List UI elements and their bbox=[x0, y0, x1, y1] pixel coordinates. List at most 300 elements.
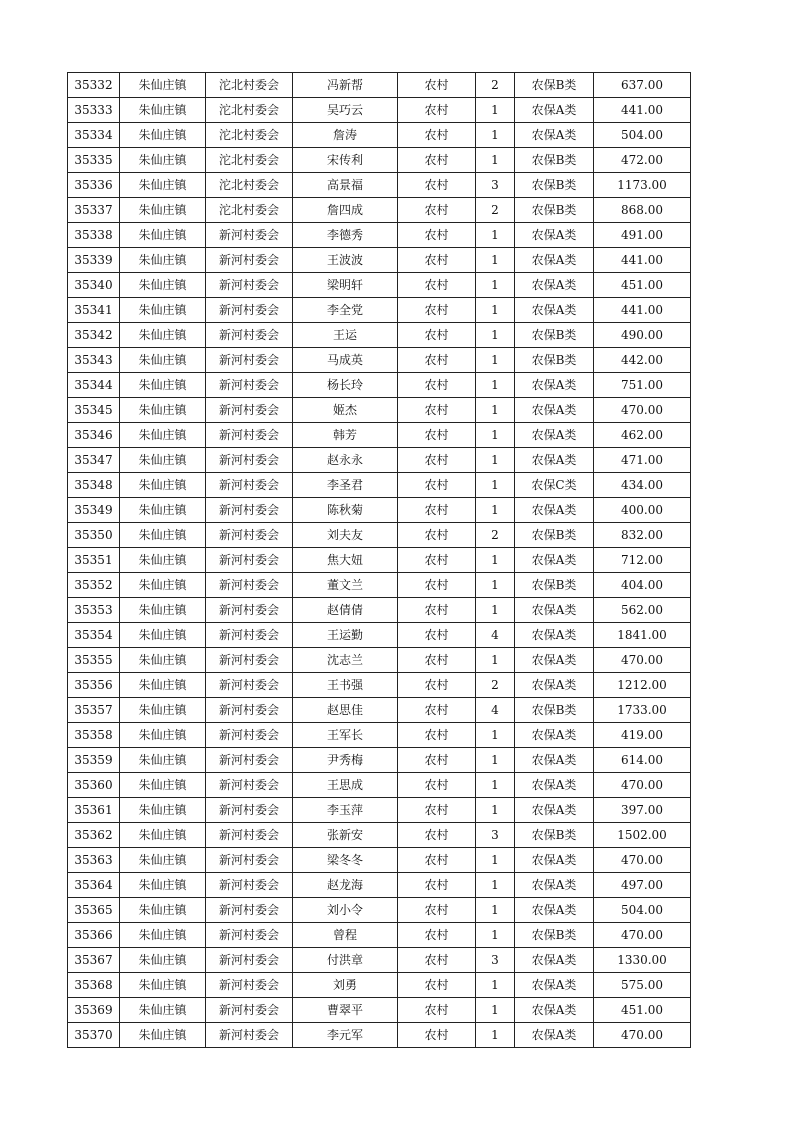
person-name-cell: 李德秀 bbox=[293, 223, 398, 248]
record-id-cell: 35352 bbox=[68, 573, 120, 598]
table-row bbox=[68, 873, 691, 898]
village-committee-cell: 新河村委会 bbox=[206, 948, 293, 973]
amount-cell: 470.00 bbox=[594, 398, 691, 423]
insurance-category-cell: 农保A类 bbox=[515, 848, 594, 873]
town-cell: 朱仙庄镇 bbox=[120, 873, 206, 898]
insurance-category-cell: 农保B类 bbox=[515, 198, 594, 223]
village-committee-cell: 新河村委会 bbox=[206, 348, 293, 373]
person-name-cell: 马成英 bbox=[293, 348, 398, 373]
area-type-cell: 农村 bbox=[398, 298, 476, 323]
insurance-category-cell: 农保A类 bbox=[515, 948, 594, 973]
table-row bbox=[68, 923, 691, 948]
record-id-cell: 35369 bbox=[68, 998, 120, 1023]
town-cell: 朱仙庄镇 bbox=[120, 448, 206, 473]
town-cell: 朱仙庄镇 bbox=[120, 648, 206, 673]
area-type-cell: 农村 bbox=[398, 348, 476, 373]
person-name-cell: 詹四成 bbox=[293, 198, 398, 223]
table-row bbox=[68, 573, 691, 598]
table-row bbox=[68, 973, 691, 998]
insurance-category-cell: 农保A类 bbox=[515, 1023, 594, 1048]
person-name-cell: 张新安 bbox=[293, 823, 398, 848]
area-type-cell: 农村 bbox=[398, 798, 476, 823]
table-row bbox=[68, 548, 691, 573]
insurance-category-cell: 农保B类 bbox=[515, 148, 594, 173]
record-id-cell: 35362 bbox=[68, 823, 120, 848]
area-type-cell: 农村 bbox=[398, 723, 476, 748]
village-committee-cell: 新河村委会 bbox=[206, 698, 293, 723]
insurance-category-cell: 农保B类 bbox=[515, 823, 594, 848]
area-type-cell: 农村 bbox=[398, 773, 476, 798]
insurance-category-cell: 农保A类 bbox=[515, 998, 594, 1023]
person-name-cell: 王书强 bbox=[293, 673, 398, 698]
area-type-cell: 农村 bbox=[398, 648, 476, 673]
town-cell: 朱仙庄镇 bbox=[120, 148, 206, 173]
table-row bbox=[68, 348, 691, 373]
area-type-cell: 农村 bbox=[398, 873, 476, 898]
household-count-cell: 4 bbox=[476, 698, 515, 723]
person-name-cell: 梁明轩 bbox=[293, 273, 398, 298]
record-id-cell: 35361 bbox=[68, 798, 120, 823]
table-row bbox=[68, 498, 691, 523]
town-cell: 朱仙庄镇 bbox=[120, 548, 206, 573]
household-count-cell: 1 bbox=[476, 348, 515, 373]
person-name-cell: 付洪章 bbox=[293, 948, 398, 973]
record-id-cell: 35364 bbox=[68, 873, 120, 898]
household-count-cell: 1 bbox=[476, 898, 515, 923]
area-type-cell: 农村 bbox=[398, 1023, 476, 1048]
household-count-cell: 1 bbox=[476, 723, 515, 748]
town-cell: 朱仙庄镇 bbox=[120, 523, 206, 548]
record-id-cell: 35355 bbox=[68, 648, 120, 673]
amount-cell: 491.00 bbox=[594, 223, 691, 248]
town-cell: 朱仙庄镇 bbox=[120, 773, 206, 798]
area-type-cell: 农村 bbox=[398, 973, 476, 998]
town-cell: 朱仙庄镇 bbox=[120, 848, 206, 873]
amount-cell: 868.00 bbox=[594, 198, 691, 223]
household-count-cell: 3 bbox=[476, 823, 515, 848]
insurance-category-cell: 农保A类 bbox=[515, 373, 594, 398]
amount-cell: 575.00 bbox=[594, 973, 691, 998]
area-type-cell: 农村 bbox=[398, 223, 476, 248]
village-committee-cell: 新河村委会 bbox=[206, 798, 293, 823]
record-id-cell: 35365 bbox=[68, 898, 120, 923]
record-id-cell: 35359 bbox=[68, 748, 120, 773]
person-name-cell: 赵思佳 bbox=[293, 698, 398, 723]
household-count-cell: 1 bbox=[476, 873, 515, 898]
insurance-category-cell: 农保A类 bbox=[515, 123, 594, 148]
insurance-category-cell: 农保B类 bbox=[515, 73, 594, 98]
household-count-cell: 2 bbox=[476, 523, 515, 548]
record-id-cell: 35349 bbox=[68, 498, 120, 523]
village-committee-cell: 新河村委会 bbox=[206, 823, 293, 848]
insurance-category-cell: 农保C类 bbox=[515, 473, 594, 498]
record-id-cell: 35350 bbox=[68, 523, 120, 548]
town-cell: 朱仙庄镇 bbox=[120, 223, 206, 248]
table-row bbox=[68, 698, 691, 723]
table-row bbox=[68, 848, 691, 873]
person-name-cell: 董文兰 bbox=[293, 573, 398, 598]
person-name-cell: 姬杰 bbox=[293, 398, 398, 423]
insurance-category-cell: 农保A类 bbox=[515, 723, 594, 748]
amount-cell: 1733.00 bbox=[594, 698, 691, 723]
person-name-cell: 詹涛 bbox=[293, 123, 398, 148]
record-id-cell: 35340 bbox=[68, 273, 120, 298]
amount-cell: 470.00 bbox=[594, 923, 691, 948]
village-committee-cell: 新河村委会 bbox=[206, 273, 293, 298]
insurance-category-cell: 农保B类 bbox=[515, 698, 594, 723]
table-row bbox=[68, 323, 691, 348]
household-count-cell: 1 bbox=[476, 423, 515, 448]
amount-cell: 471.00 bbox=[594, 448, 691, 473]
town-cell: 朱仙庄镇 bbox=[120, 98, 206, 123]
person-name-cell: 赵永永 bbox=[293, 448, 398, 473]
household-count-cell: 1 bbox=[476, 973, 515, 998]
area-type-cell: 农村 bbox=[398, 848, 476, 873]
village-committee-cell: 沱北村委会 bbox=[206, 148, 293, 173]
table-row bbox=[68, 248, 691, 273]
record-id-cell: 35337 bbox=[68, 198, 120, 223]
insurance-category-cell: 农保A类 bbox=[515, 673, 594, 698]
record-id-cell: 35347 bbox=[68, 448, 120, 473]
amount-cell: 451.00 bbox=[594, 273, 691, 298]
household-count-cell: 1 bbox=[476, 498, 515, 523]
village-committee-cell: 沱北村委会 bbox=[206, 98, 293, 123]
person-name-cell: 王军长 bbox=[293, 723, 398, 748]
household-count-cell: 1 bbox=[476, 148, 515, 173]
insurance-category-cell: 农保B类 bbox=[515, 923, 594, 948]
household-count-cell: 1 bbox=[476, 223, 515, 248]
insurance-category-cell: 农保A类 bbox=[515, 248, 594, 273]
area-type-cell: 农村 bbox=[398, 673, 476, 698]
person-name-cell: 王运勤 bbox=[293, 623, 398, 648]
village-committee-cell: 沱北村委会 bbox=[206, 173, 293, 198]
record-id-cell: 35346 bbox=[68, 423, 120, 448]
record-id-cell: 35363 bbox=[68, 848, 120, 873]
household-count-cell: 1 bbox=[476, 773, 515, 798]
village-committee-cell: 新河村委会 bbox=[206, 423, 293, 448]
record-id-cell: 35345 bbox=[68, 398, 120, 423]
area-type-cell: 农村 bbox=[398, 248, 476, 273]
area-type-cell: 农村 bbox=[398, 748, 476, 773]
amount-cell: 614.00 bbox=[594, 748, 691, 773]
table-row bbox=[68, 123, 691, 148]
table-row bbox=[68, 198, 691, 223]
household-count-cell: 2 bbox=[476, 73, 515, 98]
record-id-cell: 35336 bbox=[68, 173, 120, 198]
village-committee-cell: 新河村委会 bbox=[206, 373, 293, 398]
town-cell: 朱仙庄镇 bbox=[120, 398, 206, 423]
amount-cell: 442.00 bbox=[594, 348, 691, 373]
insurance-category-cell: 农保A类 bbox=[515, 498, 594, 523]
village-committee-cell: 沱北村委会 bbox=[206, 123, 293, 148]
record-id-cell: 35356 bbox=[68, 673, 120, 698]
amount-cell: 1841.00 bbox=[594, 623, 691, 648]
area-type-cell: 农村 bbox=[398, 148, 476, 173]
area-type-cell: 农村 bbox=[398, 523, 476, 548]
insurance-category-cell: 农保A类 bbox=[515, 898, 594, 923]
person-name-cell: 李元军 bbox=[293, 1023, 398, 1048]
village-committee-cell: 新河村委会 bbox=[206, 598, 293, 623]
area-type-cell: 农村 bbox=[398, 398, 476, 423]
record-id-cell: 35334 bbox=[68, 123, 120, 148]
town-cell: 朱仙庄镇 bbox=[120, 623, 206, 648]
town-cell: 朱仙庄镇 bbox=[120, 673, 206, 698]
amount-cell: 712.00 bbox=[594, 548, 691, 573]
area-type-cell: 农村 bbox=[398, 173, 476, 198]
household-count-cell: 1 bbox=[476, 248, 515, 273]
amount-cell: 470.00 bbox=[594, 773, 691, 798]
town-cell: 朱仙庄镇 bbox=[120, 73, 206, 98]
table-row bbox=[68, 1023, 691, 1048]
person-name-cell: 宋传利 bbox=[293, 148, 398, 173]
area-type-cell: 农村 bbox=[398, 323, 476, 348]
person-name-cell: 尹秀梅 bbox=[293, 748, 398, 773]
area-type-cell: 农村 bbox=[398, 123, 476, 148]
household-count-cell: 1 bbox=[476, 648, 515, 673]
village-committee-cell: 新河村委会 bbox=[206, 498, 293, 523]
records-table-body bbox=[68, 73, 691, 1048]
record-id-cell: 35358 bbox=[68, 723, 120, 748]
record-id-cell: 35360 bbox=[68, 773, 120, 798]
amount-cell: 419.00 bbox=[594, 723, 691, 748]
amount-cell: 470.00 bbox=[594, 848, 691, 873]
amount-cell: 451.00 bbox=[594, 998, 691, 1023]
person-name-cell: 李玉萍 bbox=[293, 798, 398, 823]
household-count-cell: 1 bbox=[476, 548, 515, 573]
person-name-cell: 吴巧云 bbox=[293, 98, 398, 123]
amount-cell: 400.00 bbox=[594, 498, 691, 523]
amount-cell: 832.00 bbox=[594, 523, 691, 548]
insurance-category-cell: 农保A类 bbox=[515, 398, 594, 423]
amount-cell: 434.00 bbox=[594, 473, 691, 498]
household-count-cell: 1 bbox=[476, 273, 515, 298]
village-committee-cell: 新河村委会 bbox=[206, 923, 293, 948]
insurance-category-cell: 农保A类 bbox=[515, 423, 594, 448]
village-committee-cell: 新河村委会 bbox=[206, 873, 293, 898]
person-name-cell: 梁冬冬 bbox=[293, 848, 398, 873]
amount-cell: 441.00 bbox=[594, 248, 691, 273]
household-count-cell: 1 bbox=[476, 123, 515, 148]
table-row bbox=[68, 398, 691, 423]
insurance-category-cell: 农保A类 bbox=[515, 773, 594, 798]
town-cell: 朱仙庄镇 bbox=[120, 748, 206, 773]
household-count-cell: 3 bbox=[476, 173, 515, 198]
insurance-category-cell: 农保A类 bbox=[515, 448, 594, 473]
amount-cell: 1502.00 bbox=[594, 823, 691, 848]
village-committee-cell: 沱北村委会 bbox=[206, 73, 293, 98]
amount-cell: 504.00 bbox=[594, 898, 691, 923]
area-type-cell: 农村 bbox=[398, 948, 476, 973]
town-cell: 朱仙庄镇 bbox=[120, 423, 206, 448]
table-row bbox=[68, 673, 691, 698]
amount-cell: 397.00 bbox=[594, 798, 691, 823]
person-name-cell: 王思成 bbox=[293, 773, 398, 798]
amount-cell: 751.00 bbox=[594, 373, 691, 398]
household-count-cell: 1 bbox=[476, 323, 515, 348]
household-count-cell: 2 bbox=[476, 198, 515, 223]
table-row bbox=[68, 298, 691, 323]
town-cell: 朱仙庄镇 bbox=[120, 823, 206, 848]
village-committee-cell: 新河村委会 bbox=[206, 723, 293, 748]
area-type-cell: 农村 bbox=[398, 473, 476, 498]
record-id-cell: 35339 bbox=[68, 248, 120, 273]
insurance-category-cell: 农保A类 bbox=[515, 873, 594, 898]
town-cell: 朱仙庄镇 bbox=[120, 973, 206, 998]
village-committee-cell: 新河村委会 bbox=[206, 448, 293, 473]
amount-cell: 637.00 bbox=[594, 73, 691, 98]
person-name-cell: 刘勇 bbox=[293, 973, 398, 998]
table-row bbox=[68, 98, 691, 123]
village-committee-cell: 新河村委会 bbox=[206, 398, 293, 423]
person-name-cell: 王运 bbox=[293, 323, 398, 348]
village-committee-cell: 新河村委会 bbox=[206, 898, 293, 923]
village-committee-cell: 新河村委会 bbox=[206, 623, 293, 648]
table-row bbox=[68, 823, 691, 848]
person-name-cell: 李全党 bbox=[293, 298, 398, 323]
amount-cell: 470.00 bbox=[594, 1023, 691, 1048]
record-id-cell: 35354 bbox=[68, 623, 120, 648]
village-committee-cell: 新河村委会 bbox=[206, 973, 293, 998]
town-cell: 朱仙庄镇 bbox=[120, 598, 206, 623]
area-type-cell: 农村 bbox=[398, 698, 476, 723]
record-id-cell: 35357 bbox=[68, 698, 120, 723]
record-id-cell: 35342 bbox=[68, 323, 120, 348]
household-count-cell: 1 bbox=[476, 923, 515, 948]
table-row bbox=[68, 223, 691, 248]
town-cell: 朱仙庄镇 bbox=[120, 923, 206, 948]
household-count-cell: 2 bbox=[476, 673, 515, 698]
amount-cell: 441.00 bbox=[594, 298, 691, 323]
table-row bbox=[68, 948, 691, 973]
table-row bbox=[68, 448, 691, 473]
table-row bbox=[68, 648, 691, 673]
record-id-cell: 35338 bbox=[68, 223, 120, 248]
insurance-category-cell: 农保B类 bbox=[515, 348, 594, 373]
table-row bbox=[68, 748, 691, 773]
person-name-cell: 沈志兰 bbox=[293, 648, 398, 673]
insurance-category-cell: 农保A类 bbox=[515, 798, 594, 823]
insurance-category-cell: 农保A类 bbox=[515, 973, 594, 998]
area-type-cell: 农村 bbox=[398, 198, 476, 223]
amount-cell: 1330.00 bbox=[594, 948, 691, 973]
town-cell: 朱仙庄镇 bbox=[120, 998, 206, 1023]
amount-cell: 497.00 bbox=[594, 873, 691, 898]
area-type-cell: 农村 bbox=[398, 923, 476, 948]
record-id-cell: 35332 bbox=[68, 73, 120, 98]
area-type-cell: 农村 bbox=[398, 573, 476, 598]
amount-cell: 1173.00 bbox=[594, 173, 691, 198]
insurance-category-cell: 农保B类 bbox=[515, 173, 594, 198]
person-name-cell: 焦大妞 bbox=[293, 548, 398, 573]
insurance-category-cell: 农保A类 bbox=[515, 748, 594, 773]
household-count-cell: 1 bbox=[476, 1023, 515, 1048]
town-cell: 朱仙庄镇 bbox=[120, 573, 206, 598]
village-committee-cell: 新河村委会 bbox=[206, 523, 293, 548]
village-committee-cell: 新河村委会 bbox=[206, 773, 293, 798]
town-cell: 朱仙庄镇 bbox=[120, 273, 206, 298]
town-cell: 朱仙庄镇 bbox=[120, 198, 206, 223]
town-cell: 朱仙庄镇 bbox=[120, 248, 206, 273]
town-cell: 朱仙庄镇 bbox=[120, 948, 206, 973]
person-name-cell: 刘夫友 bbox=[293, 523, 398, 548]
table-row bbox=[68, 173, 691, 198]
town-cell: 朱仙庄镇 bbox=[120, 898, 206, 923]
insurance-category-cell: 农保A类 bbox=[515, 598, 594, 623]
amount-cell: 504.00 bbox=[594, 123, 691, 148]
table-row bbox=[68, 423, 691, 448]
household-count-cell: 3 bbox=[476, 948, 515, 973]
amount-cell: 472.00 bbox=[594, 148, 691, 173]
person-name-cell: 韩芳 bbox=[293, 423, 398, 448]
insurance-category-cell: 农保B类 bbox=[515, 323, 594, 348]
person-name-cell: 李圣君 bbox=[293, 473, 398, 498]
area-type-cell: 农村 bbox=[398, 598, 476, 623]
insurance-category-cell: 农保A类 bbox=[515, 548, 594, 573]
person-name-cell: 高景福 bbox=[293, 173, 398, 198]
table-row bbox=[68, 373, 691, 398]
table-row bbox=[68, 798, 691, 823]
table-row bbox=[68, 73, 691, 98]
town-cell: 朱仙庄镇 bbox=[120, 698, 206, 723]
village-committee-cell: 新河村委会 bbox=[206, 323, 293, 348]
person-name-cell: 刘小令 bbox=[293, 898, 398, 923]
insurance-category-cell: 农保B类 bbox=[515, 523, 594, 548]
town-cell: 朱仙庄镇 bbox=[120, 323, 206, 348]
amount-cell: 441.00 bbox=[594, 98, 691, 123]
record-id-cell: 35344 bbox=[68, 373, 120, 398]
table-row bbox=[68, 473, 691, 498]
person-name-cell: 冯新帮 bbox=[293, 73, 398, 98]
record-id-cell: 35348 bbox=[68, 473, 120, 498]
village-committee-cell: 沱北村委会 bbox=[206, 198, 293, 223]
table-row bbox=[68, 723, 691, 748]
household-count-cell: 1 bbox=[476, 98, 515, 123]
village-committee-cell: 新河村委会 bbox=[206, 673, 293, 698]
table-row bbox=[68, 148, 691, 173]
village-committee-cell: 新河村委会 bbox=[206, 848, 293, 873]
household-count-cell: 1 bbox=[476, 848, 515, 873]
person-name-cell: 杨长玲 bbox=[293, 373, 398, 398]
table-row bbox=[68, 523, 691, 548]
village-committee-cell: 新河村委会 bbox=[206, 1023, 293, 1048]
area-type-cell: 农村 bbox=[398, 273, 476, 298]
household-count-cell: 1 bbox=[476, 398, 515, 423]
village-committee-cell: 新河村委会 bbox=[206, 298, 293, 323]
person-name-cell: 赵龙海 bbox=[293, 873, 398, 898]
insurance-category-cell: 农保A类 bbox=[515, 648, 594, 673]
area-type-cell: 农村 bbox=[398, 623, 476, 648]
area-type-cell: 农村 bbox=[398, 998, 476, 1023]
insurance-category-cell: 农保B类 bbox=[515, 573, 594, 598]
person-name-cell: 曾程 bbox=[293, 923, 398, 948]
area-type-cell: 农村 bbox=[398, 898, 476, 923]
household-count-cell: 1 bbox=[476, 748, 515, 773]
insurance-category-cell: 农保A类 bbox=[515, 273, 594, 298]
area-type-cell: 农村 bbox=[398, 423, 476, 448]
area-type-cell: 农村 bbox=[398, 98, 476, 123]
town-cell: 朱仙庄镇 bbox=[120, 473, 206, 498]
record-id-cell: 35367 bbox=[68, 948, 120, 973]
record-id-cell: 35335 bbox=[68, 148, 120, 173]
table-row bbox=[68, 273, 691, 298]
insurance-category-cell: 农保A类 bbox=[515, 623, 594, 648]
household-count-cell: 1 bbox=[476, 373, 515, 398]
village-committee-cell: 新河村委会 bbox=[206, 223, 293, 248]
table-row bbox=[68, 773, 691, 798]
record-id-cell: 35368 bbox=[68, 973, 120, 998]
area-type-cell: 农村 bbox=[398, 548, 476, 573]
household-count-cell: 1 bbox=[476, 798, 515, 823]
